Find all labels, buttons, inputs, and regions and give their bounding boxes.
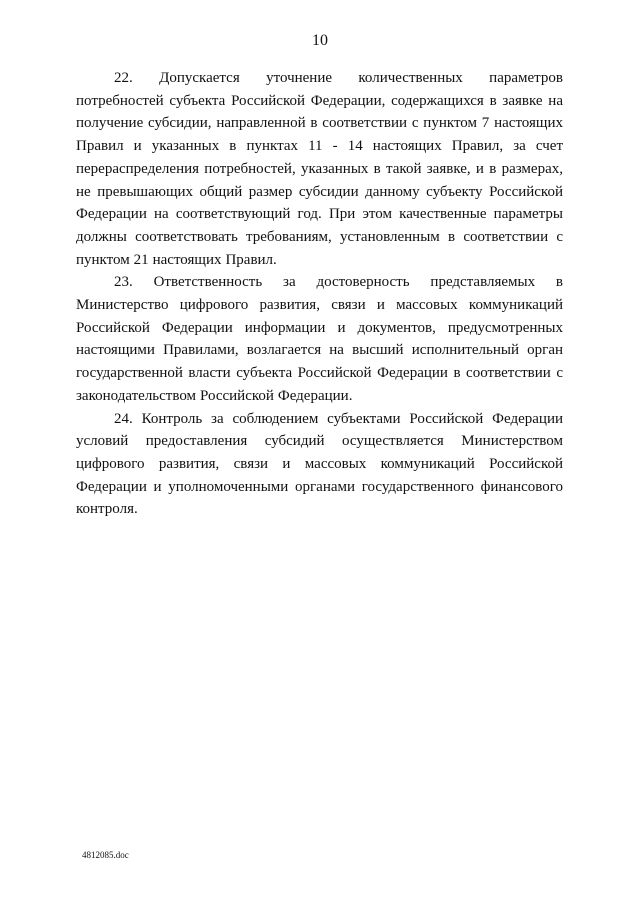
footer-document-code: 4812085.doc [82,850,129,860]
document-body [76,67,563,521]
paragraph-22: 22. Допускается уточнение количественных параметров потребностей субъекта Российской Федерации, содержащихся в заявке на получение субсидии, направленной в соответствии с пунктом 7 настоящих Правил и указанных в пунктах 11 - 14 настоящих Правил, за счет перераспределения потребностей, указанных в такой заявке, и в размерах, не превышающих общий размер субсидии данному субъекту Российской Федерации на соответствующий год. При этом качественные параметры должны соответствовать требованиям, установленным в соответствии с пунктом 21 настоящих Правил. [76,70,563,268]
paragraph-24: 24. Контроль за соблюдением субъектами Российской Федерации условий предоставления субсидий осуществляется Министерством цифрового развития, связи и массовых коммуникаций Российской Федерации и уполномоченными органами государственного финансового контроля. [76,410,563,518]
page-number: 10 [312,32,328,49]
paragraph-23: 23. Ответственность за достоверность представляемых в Министерство цифрового развития, связи и массовых коммуникаций Российской Федерации информации и документов, предусмотренных настоящими Правилами, возлагается на высший исполнительный орган государственной власти субъекта Российской Федерации в соответствии с законодательством Российской Федерации. [76,274,563,404]
